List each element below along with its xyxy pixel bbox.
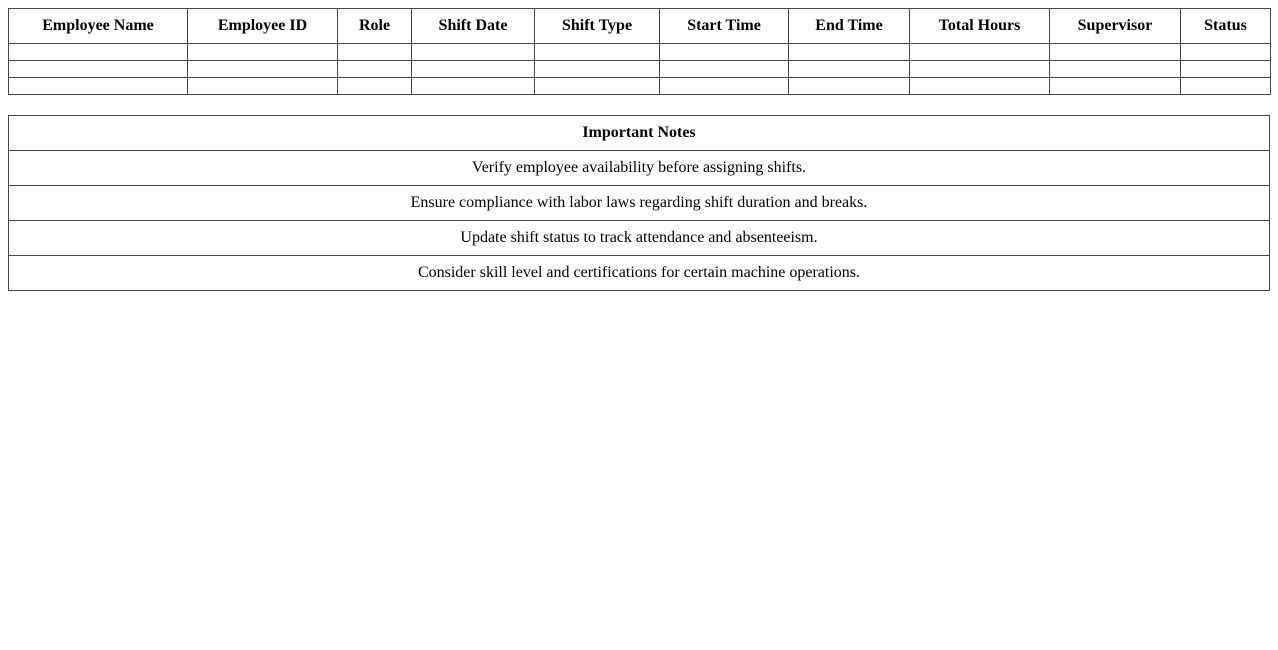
note-row bbox=[9, 186, 1270, 221]
table-cell bbox=[1181, 61, 1271, 78]
table-cell bbox=[1050, 44, 1181, 61]
table-cell bbox=[1050, 61, 1181, 78]
important-notes-table bbox=[8, 115, 1270, 291]
table-cell bbox=[910, 44, 1050, 61]
table-header-row bbox=[9, 9, 1271, 44]
table-cell bbox=[789, 78, 910, 95]
note-item: Verify employee availability before assigning shifts. bbox=[9, 151, 1270, 186]
table-cell bbox=[412, 78, 535, 95]
table-cell bbox=[535, 44, 660, 61]
table-row bbox=[9, 78, 1271, 95]
table-cell bbox=[1181, 78, 1271, 95]
column-header-role: Role bbox=[338, 9, 412, 44]
column-header-end-time: End Time bbox=[789, 9, 910, 44]
column-header-employee-name: Employee Name bbox=[9, 9, 188, 44]
note-row bbox=[9, 256, 1270, 291]
table-cell bbox=[338, 44, 412, 61]
table-row bbox=[9, 61, 1271, 78]
notes-header-row bbox=[9, 116, 1270, 151]
table-cell bbox=[660, 44, 789, 61]
table-cell bbox=[535, 61, 660, 78]
table-cell bbox=[338, 78, 412, 95]
column-header-employee-id: Employee ID bbox=[188, 9, 338, 44]
table-cell bbox=[789, 61, 910, 78]
note-item: Ensure compliance with labor laws regarding shift duration and breaks. bbox=[9, 186, 1270, 221]
notes-title: Important Notes bbox=[9, 116, 1270, 151]
table-cell bbox=[535, 78, 660, 95]
table-cell bbox=[412, 61, 535, 78]
shift-schedule-table bbox=[8, 8, 1271, 95]
column-header-supervisor: Supervisor bbox=[1050, 9, 1181, 44]
table-cell bbox=[188, 44, 338, 61]
table-cell bbox=[1050, 78, 1181, 95]
table-cell bbox=[9, 44, 188, 61]
note-item: Consider skill level and certifications for certain machine operations. bbox=[9, 256, 1270, 291]
table-cell bbox=[412, 44, 535, 61]
table-cell bbox=[1181, 44, 1271, 61]
table-cell bbox=[9, 78, 188, 95]
shift-table-body bbox=[9, 44, 1271, 95]
table-cell bbox=[660, 61, 789, 78]
column-header-shift-date: Shift Date bbox=[412, 9, 535, 44]
table-cell bbox=[660, 78, 789, 95]
table-cell bbox=[9, 61, 188, 78]
note-row bbox=[9, 221, 1270, 256]
table-row bbox=[9, 44, 1271, 61]
table-cell bbox=[188, 61, 338, 78]
table-cell bbox=[188, 78, 338, 95]
table-cell bbox=[910, 61, 1050, 78]
note-item: Update shift status to track attendance and absenteeism. bbox=[9, 221, 1270, 256]
table-cell bbox=[338, 61, 412, 78]
note-row bbox=[9, 151, 1270, 186]
column-header-status: Status bbox=[1181, 9, 1271, 44]
column-header-start-time: Start Time bbox=[660, 9, 789, 44]
table-cell bbox=[910, 78, 1050, 95]
column-header-total-hours: Total Hours bbox=[910, 9, 1050, 44]
column-header-shift-type: Shift Type bbox=[535, 9, 660, 44]
table-cell bbox=[789, 44, 910, 61]
